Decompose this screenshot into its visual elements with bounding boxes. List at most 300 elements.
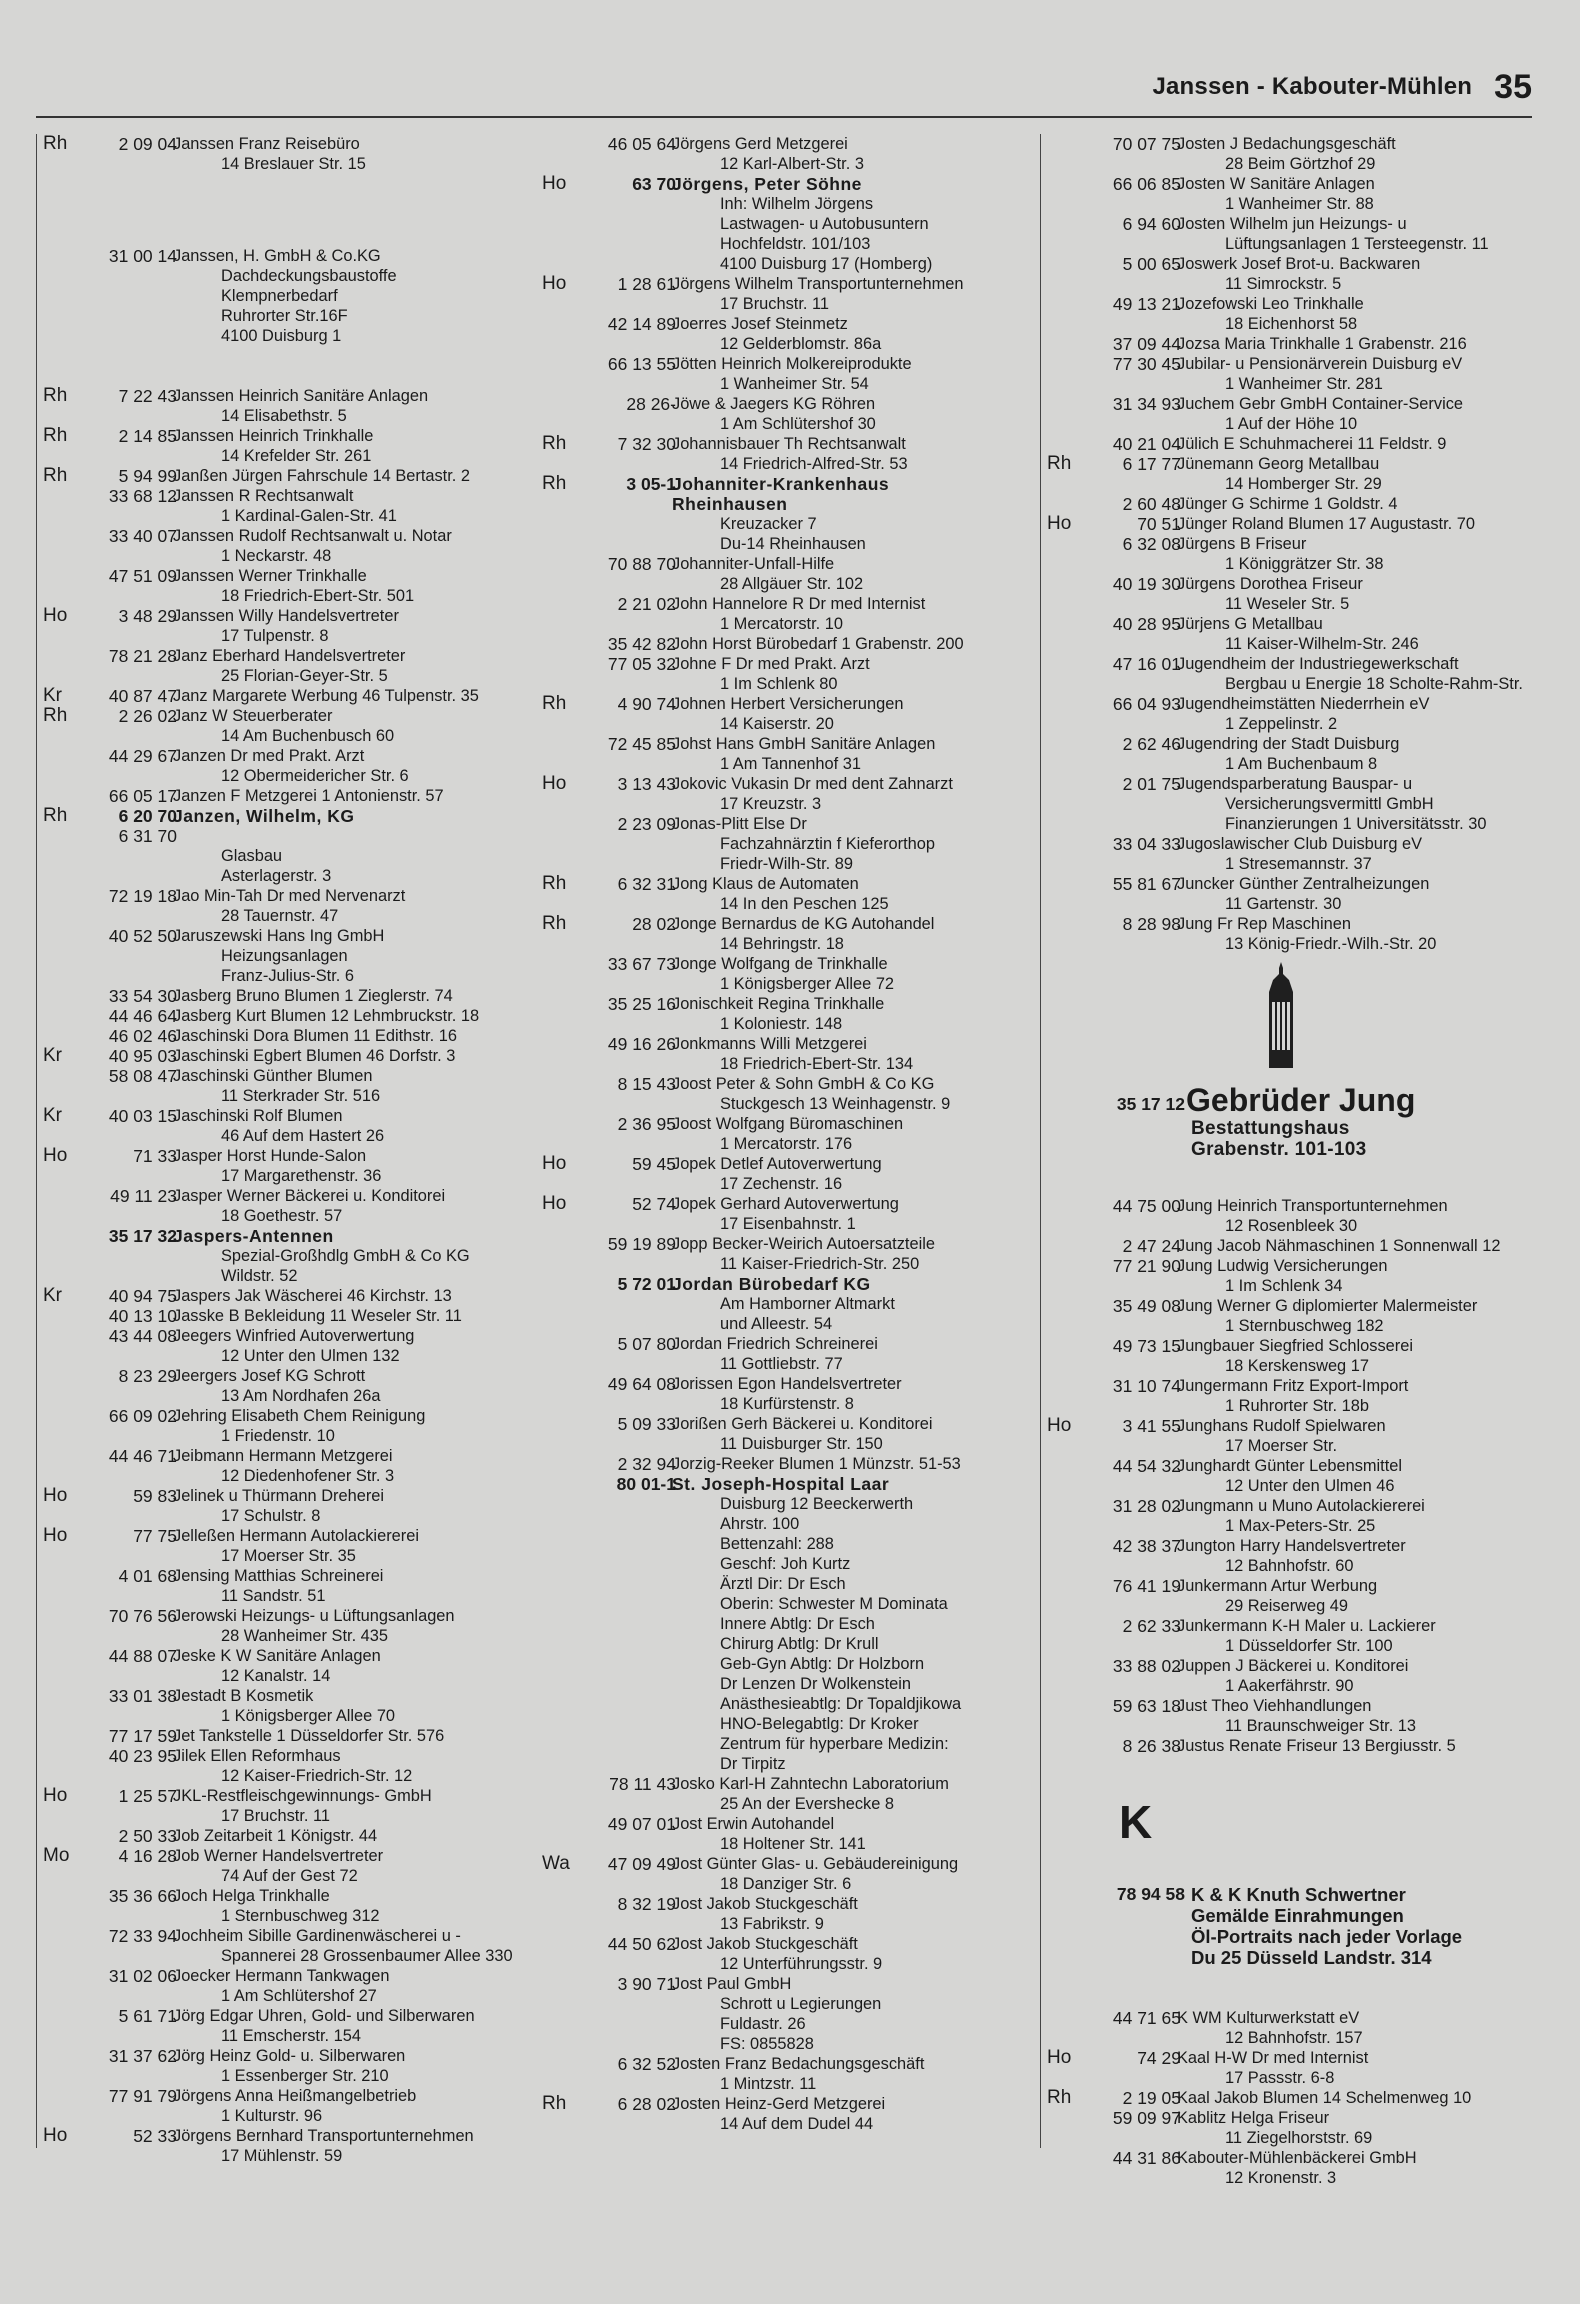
district-code: Rh	[542, 913, 567, 934]
phone-number: 3 90 71	[617, 1974, 676, 1994]
entry-line	[536, 814, 1020, 834]
directory-entry	[37, 1406, 521, 1446]
phone-number: 8 26 38	[1122, 1736, 1181, 1756]
district-code: Kr	[43, 1285, 62, 1306]
phone-number: 66 04 93	[1112, 694, 1181, 714]
directory-entry	[37, 1046, 521, 1066]
directory-entry	[536, 1414, 1020, 1454]
entry-detail: 12 Unter den Ulmen 132	[221, 1347, 400, 1365]
entry-name: Jaschinski Dora Blumen 11 Edithstr. 16	[173, 1027, 457, 1045]
phone-number: 2 09 04	[118, 134, 177, 154]
directory-entry	[1041, 914, 1533, 954]
advert-line: Du 25 Düsseld Landstr. 314	[1191, 1947, 1432, 1968]
entry-line	[37, 426, 521, 446]
entry-detail: 74 Auf der Gest 72	[221, 1867, 358, 1885]
phone-number: 2 32 94	[617, 1454, 676, 1474]
entry-line	[37, 1406, 521, 1426]
directory-entry	[536, 1074, 1020, 1114]
phone-number: 44 46 71	[108, 1446, 177, 1466]
entry-line	[37, 246, 521, 266]
directory-entry	[536, 1334, 1020, 1374]
entry-name: Jokovic Vukasin Dr med dent Zahnarzt	[672, 775, 953, 793]
entry-detail: 17 Mühlenstr. 59	[221, 2147, 343, 2165]
entry-name: Jong Klaus de Automaten	[672, 875, 859, 893]
entry-detail: 1 Wanheimer Str. 281	[1225, 375, 1383, 393]
phone-number: 77 75	[133, 1526, 177, 1546]
entry-name: Jaschinski Egbert Blumen 46 Dorfstr. 3	[173, 1047, 456, 1065]
entry-detail: 1 Düsseldorfer Str. 100	[1225, 1637, 1393, 1655]
directory-entry	[37, 466, 521, 486]
phone-number: 49 07 01	[607, 1814, 676, 1834]
entry-line	[1041, 514, 1533, 534]
directory-entry	[536, 654, 1020, 694]
entry-line	[1041, 494, 1533, 514]
entry-line	[37, 1846, 521, 1866]
entry-name: Johannisbauer Th Rechtsanwalt	[672, 435, 906, 453]
district-code: Ho	[542, 1153, 567, 1174]
phone-number: 44 29 67	[108, 746, 177, 766]
phone-number: 5 07 80	[617, 1334, 676, 1354]
entry-detail: 12 Unter den Ulmen 46	[1225, 1477, 1395, 1495]
entry-name: Jörgens, Peter Söhne	[672, 174, 862, 194]
entry-detail: 13 Fabrikstr. 9	[720, 1915, 824, 1933]
district-code: Kr	[43, 1045, 62, 1066]
directory-entry	[37, 1646, 521, 1686]
entry-detail: Wildstr. 52	[221, 1267, 298, 1285]
directory-entry	[1041, 1196, 1533, 1236]
entry-name: Rheinhausen	[672, 494, 788, 514]
directory-entry	[536, 734, 1020, 774]
directory-entry	[536, 494, 1020, 554]
entry-line	[536, 1154, 1020, 1174]
phone-number: 71 33	[133, 1146, 177, 1166]
entry-name: Jilek Ellen Reformhaus	[173, 1747, 341, 1765]
phone-number: 6 32 31	[617, 874, 676, 894]
entry-name: Janzen Dr med Prakt. Arzt	[173, 747, 365, 765]
entry-line	[536, 1074, 1020, 1094]
entry-detail: 1 Kulturstr. 96	[221, 2107, 323, 2125]
phone-number: 40 13 10	[108, 1306, 177, 1326]
district-code: Rh	[43, 705, 68, 726]
phone-number: 33 68 12	[108, 486, 177, 506]
phone-number: 6 28 02	[617, 2094, 676, 2114]
phone-number: 33 04 33	[1112, 834, 1181, 854]
section-letter: K	[1119, 1796, 1153, 1848]
advert-line: Bestattungshaus	[1191, 1118, 1350, 1139]
entry-name: Josten W Sanitäre Anlagen	[1177, 175, 1375, 193]
entry-name: Jopek Detlef Autoverwertung	[672, 1155, 882, 1173]
phone-number: 40 21 04	[1112, 434, 1181, 454]
entry-detail: 1 Auf der Höhe 10	[1225, 415, 1358, 433]
phone-number: 5 00 65	[1122, 254, 1181, 274]
entry-line	[37, 134, 521, 154]
entry-name: Jonas-Plitt Else Dr	[672, 815, 807, 833]
entry-line	[1041, 214, 1533, 234]
phone-number: 35 25 16	[607, 994, 676, 1014]
entry-line	[536, 314, 1020, 334]
phone-number: 28 26-	[626, 394, 676, 414]
entry-name: Jaschinski Günther Blumen	[173, 1067, 373, 1085]
directory-entry	[536, 874, 1020, 914]
directory-entry	[37, 1826, 521, 1846]
directory-column-2	[536, 134, 1020, 2148]
entry-detail: 11 Weseler Str. 5	[1225, 595, 1350, 613]
phone-number: 59 83	[133, 1486, 177, 1506]
phone-number: 72 45 85	[607, 734, 676, 754]
entry-name: Josten J Bedachungsgeschäft	[1177, 135, 1396, 153]
district-code: Ho	[1047, 513, 1072, 534]
phone-number: 77 17 59	[108, 1726, 177, 1746]
entry-line	[37, 606, 521, 626]
entry-detail: 12 Rosenbleek 30	[1225, 1217, 1358, 1235]
entry-line	[1041, 1256, 1533, 1276]
entry-detail: 18 Goethestr. 57	[221, 1207, 343, 1225]
phone-number: 4 01 68	[118, 1566, 177, 1586]
entry-detail: Bettenzahl: 288	[720, 1535, 834, 1553]
directory-entry	[536, 274, 1020, 314]
entry-detail: Chirurg Abtlg: Dr Krull	[720, 1635, 879, 1653]
entry-detail: 18 Friedrich-Ebert-Str. 134	[720, 1055, 914, 1073]
phone-number: 31 10 74	[1112, 1376, 1181, 1396]
advert-line: K & K Knuth Schwertner	[1191, 1884, 1406, 1905]
entry-line	[37, 1926, 521, 1946]
district-code: Rh	[1047, 453, 1072, 474]
entry-detail: 11 Emscherstr. 154	[221, 2027, 361, 2045]
directory-entry	[1041, 454, 1533, 494]
entry-detail: Geb-Gyn Abtlg: Dr Holzborn	[720, 1655, 925, 1673]
entry-name: Janssen, H. GmbH & Co.KG	[173, 247, 381, 265]
entry-line	[1041, 1296, 1533, 1316]
entry-detail: 13 Am Nordhafen 26a	[221, 1387, 381, 1405]
entry-detail: 11 Sterkrader Str. 516	[221, 1087, 381, 1105]
directory-entry	[1041, 2108, 1533, 2148]
spacer	[37, 210, 521, 246]
entry-line	[37, 1726, 521, 1746]
entry-name: Josten Franz Bedachungsgeschäft	[672, 2055, 925, 2073]
directory-entry	[536, 1814, 1020, 1854]
directory-entry	[1041, 1236, 1533, 1256]
entry-line	[1041, 694, 1533, 714]
entry-detail: 11 Gartenstr. 30	[1225, 895, 1342, 913]
entry-name: Johanniter-Krankenhaus	[672, 474, 890, 494]
district-code: Rh	[43, 385, 68, 406]
phone-number: 66 06 85	[1112, 174, 1181, 194]
entry-line	[1041, 614, 1533, 634]
entry-line	[536, 1814, 1020, 1834]
entry-detail: Ahrstr. 100	[720, 1515, 800, 1533]
directory-entry	[536, 1234, 1020, 1274]
directory-entry	[536, 1154, 1020, 1194]
phone-number: 52 74	[632, 1194, 676, 1214]
entry-name: Janssen Heinrich Sanitäre Anlagen	[173, 387, 429, 405]
entry-detail: 18 Eichenhorst 58	[1225, 315, 1358, 333]
directory-entry	[536, 1114, 1020, 1154]
entry-line	[536, 1274, 1020, 1294]
entry-detail: 1 Wanheimer Str. 54	[720, 375, 869, 393]
directory-entry	[37, 1486, 521, 1526]
entry-name: Juncker Günther Zentralheizungen	[1177, 875, 1430, 893]
entry-name: Jünemann Georg Metallbau	[1177, 455, 1380, 473]
entry-detail: 1 Am Schlütershof 30	[720, 415, 876, 433]
entry-name: Jung Jacob Nähmaschinen 1 Sonnenwall 12	[1177, 1237, 1501, 1255]
phone-number: 33 40 07	[108, 526, 177, 546]
phone-number: 66 09 02	[108, 1406, 177, 1426]
district-code: Kr	[43, 1105, 62, 1126]
entry-detail: 14 Behringstr. 18	[720, 935, 844, 953]
entry-line	[536, 1374, 1020, 1394]
entry-line	[37, 1046, 521, 1066]
entry-name: Jorissen Egon Handelsvertreter	[672, 1375, 902, 1393]
advert-line: Öl-Portraits nach jeder Vorlage	[1191, 1926, 1463, 1947]
entry-line	[1041, 1656, 1533, 1676]
directory-entry	[37, 746, 521, 786]
directory-entry	[1041, 354, 1533, 394]
entry-line	[1041, 2008, 1533, 2028]
entry-line	[536, 594, 1020, 614]
spacer	[1041, 1968, 1533, 2008]
entry-name: Jorzig-Reeker Blumen 1 Münzstr. 51-53	[672, 1455, 961, 1473]
entry-line	[37, 566, 521, 586]
directory-entry	[37, 1366, 521, 1406]
entry-line	[37, 486, 521, 506]
entry-line	[536, 134, 1020, 154]
entry-detail: 14 Krefelder Str. 261	[221, 447, 372, 465]
directory-entry	[1041, 874, 1533, 914]
entry-name: Jung Fr Rep Maschinen	[1177, 915, 1352, 933]
spacer	[37, 174, 521, 210]
entry-line	[536, 434, 1020, 454]
spacer	[1041, 1160, 1533, 1196]
entry-name: Jet Tankstelle 1 Düsseldorfer Str. 576	[173, 1727, 445, 1745]
entry-line	[536, 554, 1020, 574]
directory-entry	[1041, 434, 1533, 454]
phone-number: 70 07 75	[1112, 134, 1181, 154]
phone-number: 5 94 99	[118, 466, 177, 486]
phone-number: 35 42 82	[607, 634, 676, 654]
phone-number: 40 94 75	[108, 1286, 177, 1306]
entry-name: Jasper Werner Bäckerei u. Konditorei	[173, 1187, 446, 1205]
directory-entry	[536, 914, 1020, 954]
entry-detail: 17 Tulpenstr. 8	[221, 627, 329, 645]
entry-line	[37, 1786, 521, 1806]
entry-detail: 1 Friedenstr. 10	[221, 1427, 335, 1445]
phone-number: 76 41 19	[1112, 1576, 1181, 1596]
directory-entry	[37, 1786, 521, 1826]
entry-line	[1041, 834, 1533, 854]
directory-entry	[37, 1446, 521, 1486]
entry-name: Jonkmanns Willi Metzgerei	[672, 1035, 867, 1053]
phone-number: 2 62 46	[1122, 734, 1181, 754]
entry-detail: Asterlagerstr. 3	[221, 867, 332, 885]
directory-entry	[536, 354, 1020, 394]
phone-number: 47 16 01	[1112, 654, 1181, 674]
entry-name: Jugendheimstätten Niederrhein eV	[1177, 695, 1430, 713]
phone-number: 5 09 33	[617, 1414, 676, 1434]
phone-number: 78 21 28	[108, 646, 177, 666]
district-code: Rh	[43, 465, 68, 486]
entry-detail: 25 Florian-Geyer-Str. 5	[221, 667, 388, 685]
phone-number: 33 67 73	[607, 954, 676, 974]
entry-detail: 12 Obermeidericher Str. 6	[221, 767, 409, 785]
entry-name: Jost Paul GmbH	[672, 1975, 792, 1993]
entry-detail: 17 Schulstr. 8	[221, 1507, 321, 1525]
phone-number: 1 25 57	[118, 1786, 177, 1806]
entry-line	[37, 526, 521, 546]
entry-name: Jorißen Gerh Bäckerei u. Konditorei	[672, 1415, 933, 1433]
entry-detail: Zentrum für hyperbare Medizin:	[720, 1735, 949, 1753]
entry-line	[536, 494, 1020, 514]
directory-entry	[536, 314, 1020, 354]
phone-number: 49 16 26	[607, 1034, 676, 1054]
entry-detail: 11 Braunschweiger Str. 13	[1225, 1717, 1417, 1735]
entry-line	[536, 1454, 1020, 1474]
entry-line	[1041, 174, 1533, 194]
entry-line	[1041, 1536, 1533, 1556]
district-code: Ho	[542, 1193, 567, 1214]
entry-line	[1041, 1576, 1533, 1596]
phone-number: 8 23 29	[118, 1366, 177, 1386]
entry-name: Jürgens B Friseur	[1177, 535, 1307, 553]
entry-detail: Schrott u Legierungen	[720, 1995, 882, 2013]
entry-detail: 1 Im Schlenk 80	[720, 675, 838, 693]
entry-name: Jestadt B Kosmetik	[173, 1687, 314, 1705]
entry-detail: 1 Sternbuschweg 312	[221, 1907, 380, 1925]
entry-name: Jasberg Bruno Blumen 1 Zieglerstr. 74	[173, 987, 453, 1005]
entry-line	[536, 634, 1020, 654]
phone-number: 3 05-1	[626, 474, 676, 494]
entry-detail: 1 Essenberger Str. 210	[221, 2067, 389, 2085]
entry-detail: 25 An der Evershecke 8	[720, 1795, 895, 1813]
phone-number: 44 54 32	[1112, 1456, 1181, 1476]
entry-line	[37, 1646, 521, 1666]
phone-number: 40 19 30	[1112, 574, 1181, 594]
directory-entry	[37, 1146, 521, 1186]
entry-name: Joost Peter & Sohn GmbH & Co KG	[672, 1075, 935, 1093]
directory-entry	[37, 486, 521, 526]
phone-number: 44 88 07	[108, 1646, 177, 1666]
entry-name: Jelleßen Hermann Autolackiererei	[173, 1527, 419, 1545]
phone-number: 6 32 08	[1122, 534, 1181, 554]
entry-name: Jugendring der Stadt Duisburg	[1177, 735, 1400, 753]
directory-entry	[1041, 174, 1533, 214]
phone-number: 6 32 52	[617, 2054, 676, 2074]
phone-number: 72 19 18	[108, 886, 177, 906]
entry-name: Jensing Matthias Schreinerei	[173, 1567, 384, 1585]
entry-name: Jeegers Winfried Autoverwertung	[173, 1327, 415, 1345]
phone-number: 59 09 97	[1112, 2108, 1181, 2128]
directory-entry	[37, 2006, 521, 2046]
entry-name: Janssen Franz Reisebüro	[173, 135, 360, 153]
phone-number: 2 50 33	[118, 1826, 177, 1846]
entry-detail: Anästhesieabtlg: Dr Topaldjikowa	[720, 1695, 962, 1713]
directory-entry	[1041, 734, 1533, 774]
entry-line	[37, 1226, 521, 1246]
entry-line	[1041, 1416, 1533, 1436]
entry-line	[37, 686, 521, 706]
directory-entry	[37, 2046, 521, 2086]
entry-name: Johnen Herbert Versicherungen	[672, 695, 904, 713]
entry-line	[1041, 2048, 1533, 2068]
directory-entry	[536, 554, 1020, 594]
phone-number: 44 31 86	[1112, 2148, 1181, 2168]
phone-number: 77 30 45	[1112, 354, 1181, 374]
entry-detail: 1 Mintzstr. 11	[720, 2075, 817, 2093]
entry-line	[37, 926, 521, 946]
entry-line	[536, 1114, 1020, 1134]
phone-number: 40 03 15	[108, 1106, 177, 1126]
advert-line: Gemälde Einrahmungen	[1191, 1905, 1404, 1926]
page-number: 35	[1494, 67, 1532, 106]
entry-detail: 12 Bahnhofstr. 60	[1225, 1557, 1354, 1575]
phone-number: 40 23 95	[108, 1746, 177, 1766]
entry-detail: Fuldastr. 26	[720, 2015, 806, 2033]
entry-name: Junkermann Artur Werbung	[1177, 1577, 1378, 1595]
entry-line	[37, 1606, 521, 1626]
entry-line	[1041, 1236, 1533, 1256]
entry-detail: 12 Unterführungsstr. 9	[720, 1955, 883, 1973]
entry-name: Janz W Steuerberater	[173, 707, 333, 725]
directory-entry	[37, 606, 521, 646]
phone-number: 74 29	[1137, 2048, 1181, 2068]
entry-detail: 13 König-Friedr.-Wilh.-Str. 20	[1225, 935, 1437, 953]
entry-detail: 11 Kaiser-Wilhelm-Str. 246	[1225, 635, 1419, 653]
directory-entry	[37, 1286, 521, 1306]
directory-entry	[1041, 534, 1533, 574]
directory-entry	[37, 886, 521, 926]
entry-line	[37, 646, 521, 666]
entry-detail: 17 Margarethenstr. 36	[221, 1167, 382, 1185]
entry-name: Janssen Heinrich Trinkhalle	[173, 427, 374, 445]
directory-entry	[1041, 134, 1533, 174]
directory-entry	[1041, 834, 1533, 874]
entry-name: JKL-Restfleischgewinnungs- GmbH	[173, 1787, 432, 1805]
entry-detail: 1 Zeppelinstr. 2	[1225, 715, 1338, 733]
directory-entry	[37, 706, 521, 746]
directory-entry	[1041, 1736, 1533, 1756]
entry-name: Justus Renate Friseur 13 Bergiusstr. 5	[1177, 1737, 1456, 1755]
entry-name: Juppen J Bäckerei u. Konditorei	[1177, 1657, 1409, 1675]
entry-line	[1041, 1376, 1533, 1396]
phone-number: 7 32 30	[617, 434, 676, 454]
entry-name: Janssen R Rechtsanwalt	[173, 487, 354, 505]
directory-entry	[37, 646, 521, 686]
phone-number: 8 15 43	[617, 1074, 676, 1094]
entry-name: Jötten Heinrich Molkereiprodukte	[672, 355, 912, 373]
emblem-block	[1041, 954, 1533, 1082]
directory-entry	[1041, 2088, 1533, 2108]
phone-number: 66 13 55	[607, 354, 676, 374]
phone-number: 35 49 08	[1112, 1296, 1181, 1316]
entry-line	[37, 1366, 521, 1386]
entry-detail: 1 Sternbuschweg 182	[1225, 1317, 1384, 1335]
entry-line	[1041, 774, 1533, 794]
entry-detail: 14 In den Peschen 125	[720, 895, 889, 913]
district-code: Ho	[43, 1785, 68, 1806]
entry-name: Jonge Wolfgang de Trinkhalle	[672, 955, 888, 973]
entry-detail: 4100 Duisburg 17 (Homberg)	[720, 255, 933, 273]
entry-detail: 17 Eisenbahnstr. 1	[720, 1215, 856, 1233]
phone-number: 78 11 43	[609, 1774, 676, 1794]
entry-name: Jörgens Anna Heißmangelbetrieb	[173, 2087, 417, 2105]
entry-name: John Hannelore R Dr med Internist	[672, 595, 926, 613]
directory-entry	[37, 1006, 521, 1026]
phone-number: 77 21 90	[1112, 1256, 1181, 1276]
phone-number: 35 17 32	[108, 1226, 177, 1246]
entry-detail: Oberin: Schwester M Dominata	[720, 1595, 948, 1613]
entry-detail: 29 Reiserweg 49	[1225, 1597, 1349, 1615]
directory-entry	[1041, 774, 1533, 834]
entry-detail: 14 Elisabethstr. 5	[221, 407, 347, 425]
